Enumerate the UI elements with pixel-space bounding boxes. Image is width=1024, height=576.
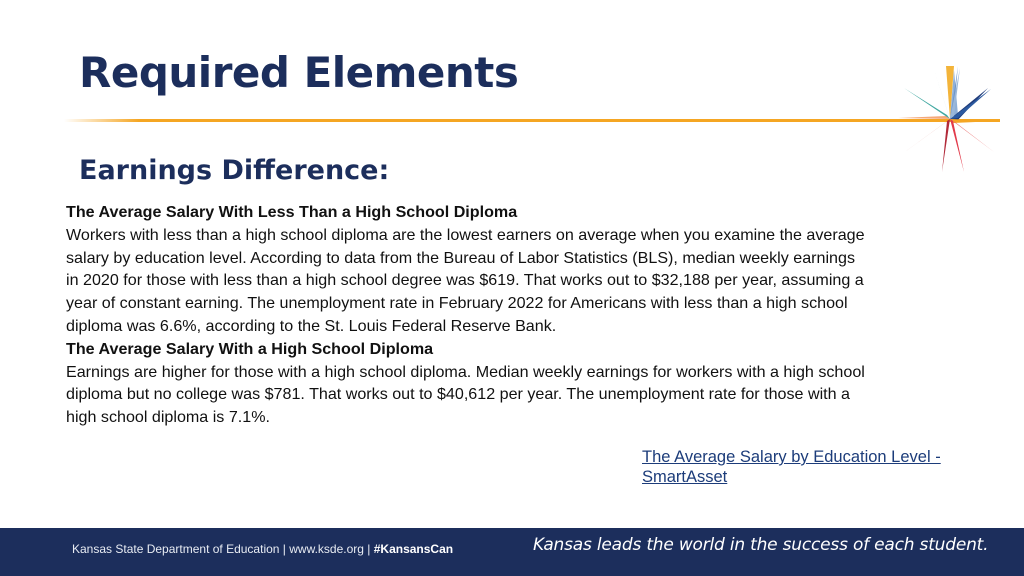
footer-org-info <box>72 542 453 556</box>
section-subtitle: Earnings Difference: <box>79 155 390 186</box>
footer-hashtag: #KansansCan <box>373 542 454 556</box>
section1-heading: The Average Salary With Less Than a High School Diploma <box>66 203 518 221</box>
slide-body <box>66 201 866 429</box>
slide-title: Required Elements <box>79 48 519 97</box>
ksde-star-logo-icon <box>898 66 1002 172</box>
smartasset-source-link[interactable]: The Average Salary by Education Level - SmartAsset <box>642 448 941 486</box>
footer-tagline: Kansas leads the world in the success of each student. <box>533 535 989 555</box>
section2-text: Earnings are higher for those with a high school diploma. Median weekly earnings for workers with a high school diploma but no college was $781. That works out to $40,612 per year. The unemployment rate for those with a high school diploma is 7.1%. <box>66 362 865 427</box>
footer-bar <box>0 528 1024 576</box>
footer-org-text: Kansas State Department of Education | www.ksde.org | <box>72 542 374 556</box>
title-divider <box>64 119 1000 122</box>
section1-text: Workers with less than a high school diploma are the lowest earners on average when you examine the average salary by education level. According to data from the Bureau of Labor Statistics (BLS), median weekly earnings in 2020 for those with less than a high school degree was $619. That works out to $32,188 per year, assuming a year of constant earning. The unemployment rate in February 2022 for Americans with less than a high school diploma was 6.6%, according to the St. Louis Federal Reserve Bank. <box>66 225 865 335</box>
section2-heading: The Average Salary With a High School Diploma <box>66 339 434 358</box>
